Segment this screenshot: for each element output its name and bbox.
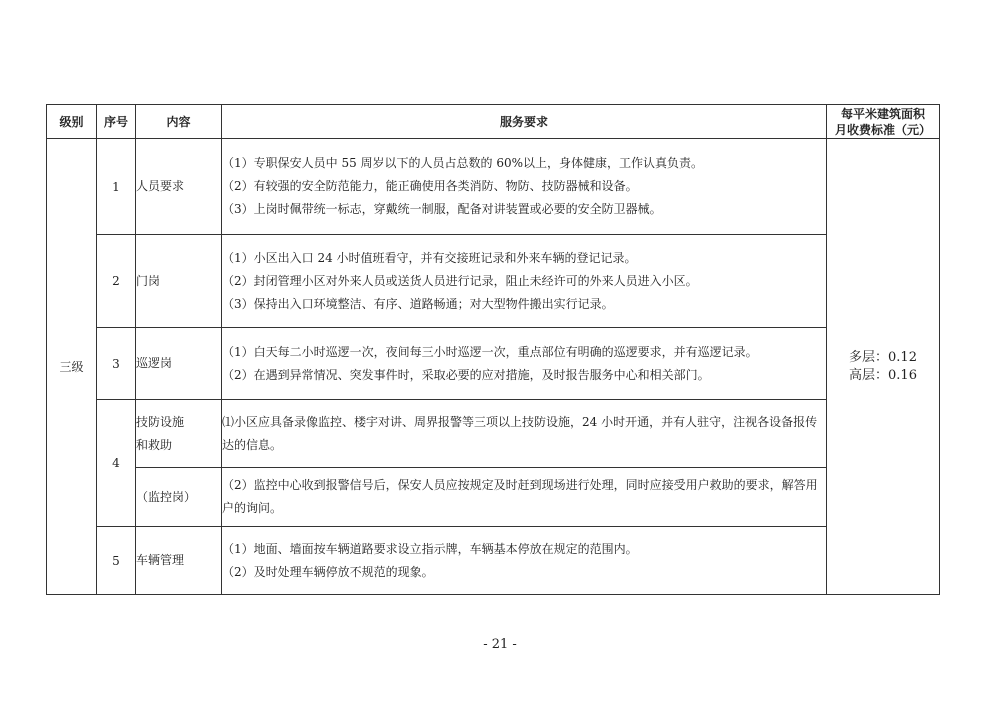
header-content: 内容 — [136, 105, 222, 139]
row-content: 车辆管理 — [136, 527, 222, 595]
table-header-row — [47, 105, 940, 139]
row-content: 巡逻岗 — [136, 328, 222, 400]
header-fee — [827, 105, 940, 139]
row-requirements — [222, 328, 827, 400]
row-no: 3 — [97, 328, 136, 400]
content-line: 和救助 — [136, 437, 173, 452]
header-fee-line2: 月收费标准（元） — [834, 122, 931, 137]
fee-high-rise: 高层：0.16 — [849, 367, 917, 383]
table-row — [47, 400, 940, 468]
requirement-line: （2）有较强的安全防范能力，能正确使用各类消防、物防、技防器械和设备。 — [222, 179, 638, 193]
requirement-line: （3）上岗时佩带统一标志，穿戴统一制服，配备对讲装置或必要的安全防卫器械。 — [222, 202, 662, 216]
requirement-line: （1）专职保安人员中 55 周岁以下的人员占总数的 60%以上，身体健康，工作认真负责。 — [222, 156, 704, 170]
requirement-line: （1）地面、墙面按车辆道路要求设立指示牌，车辆基本停放在规定的范围内。 — [222, 541, 638, 556]
requirement-line: （1）白天每二小时巡逻一次，夜间每三小时巡逻一次，重点部位有明确的巡逻要求，并有巡逻记录。 — [222, 344, 758, 359]
row-no: 5 — [97, 527, 136, 595]
row-requirements — [222, 235, 827, 328]
requirement-line: （1）小区出入口 24 小时值班看守，并有交接班记录和外来车辆的登记记录。 — [222, 250, 637, 265]
header-fee-line1: 每平米建筑面积 — [840, 106, 925, 121]
page-number: - 21 - — [483, 637, 517, 652]
row-requirements — [222, 139, 827, 235]
requirement-line: （2）及时处理车辆停放不规范的现象。 — [222, 564, 434, 579]
service-standard-table — [46, 104, 940, 595]
row-requirements — [222, 527, 827, 595]
row-requirements: （2）监控中心收到报警信号后，保安人员应按规定及时赶到现场进行处理，同时应接受用户救助的要求，解答用户的询问。 — [222, 468, 827, 527]
level-cell: 三级 — [47, 139, 97, 595]
table-row — [47, 235, 940, 328]
row-no: 2 — [97, 235, 136, 328]
requirement-line: （2）封闭管理小区对外来人员或送货人员进行记录，阻止未经许可的外来人员进入小区。 — [222, 273, 698, 288]
header-requirements: 服务要求 — [222, 105, 827, 139]
row-content: 门岗 — [136, 235, 222, 328]
row-no: 4 — [97, 400, 136, 527]
table-row — [47, 527, 940, 595]
content-line: 技防设施 — [136, 414, 185, 429]
fee-cell — [827, 139, 940, 595]
row-content — [136, 400, 222, 468]
row-requirements: ⑴小区应具备录像监控、楼宇对讲、周界报警等三项以上技防设施，24 小时开通，并有人驻守，注视各设备报传达的信息。 — [222, 400, 827, 468]
table-row — [47, 328, 940, 400]
header-level: 级别 — [47, 105, 97, 139]
row-no: 1 — [97, 139, 136, 235]
row-content: 人员要求 — [136, 139, 222, 235]
table-row — [47, 468, 940, 527]
table-row — [47, 139, 940, 235]
fee-multi-storey: 多层：0.12 — [849, 349, 917, 365]
header-no: 序号 — [97, 105, 136, 139]
requirement-line: （3）保持出入口环境整洁、有序、道路畅通；对大型物件搬出实行记录。 — [222, 296, 614, 311]
row-content: （监控岗） — [136, 468, 222, 527]
requirement-line: （2）在遇到异常情况、突发事件时，采取必要的应对措施，及时报告服务中心和相关部门。 — [222, 367, 710, 382]
